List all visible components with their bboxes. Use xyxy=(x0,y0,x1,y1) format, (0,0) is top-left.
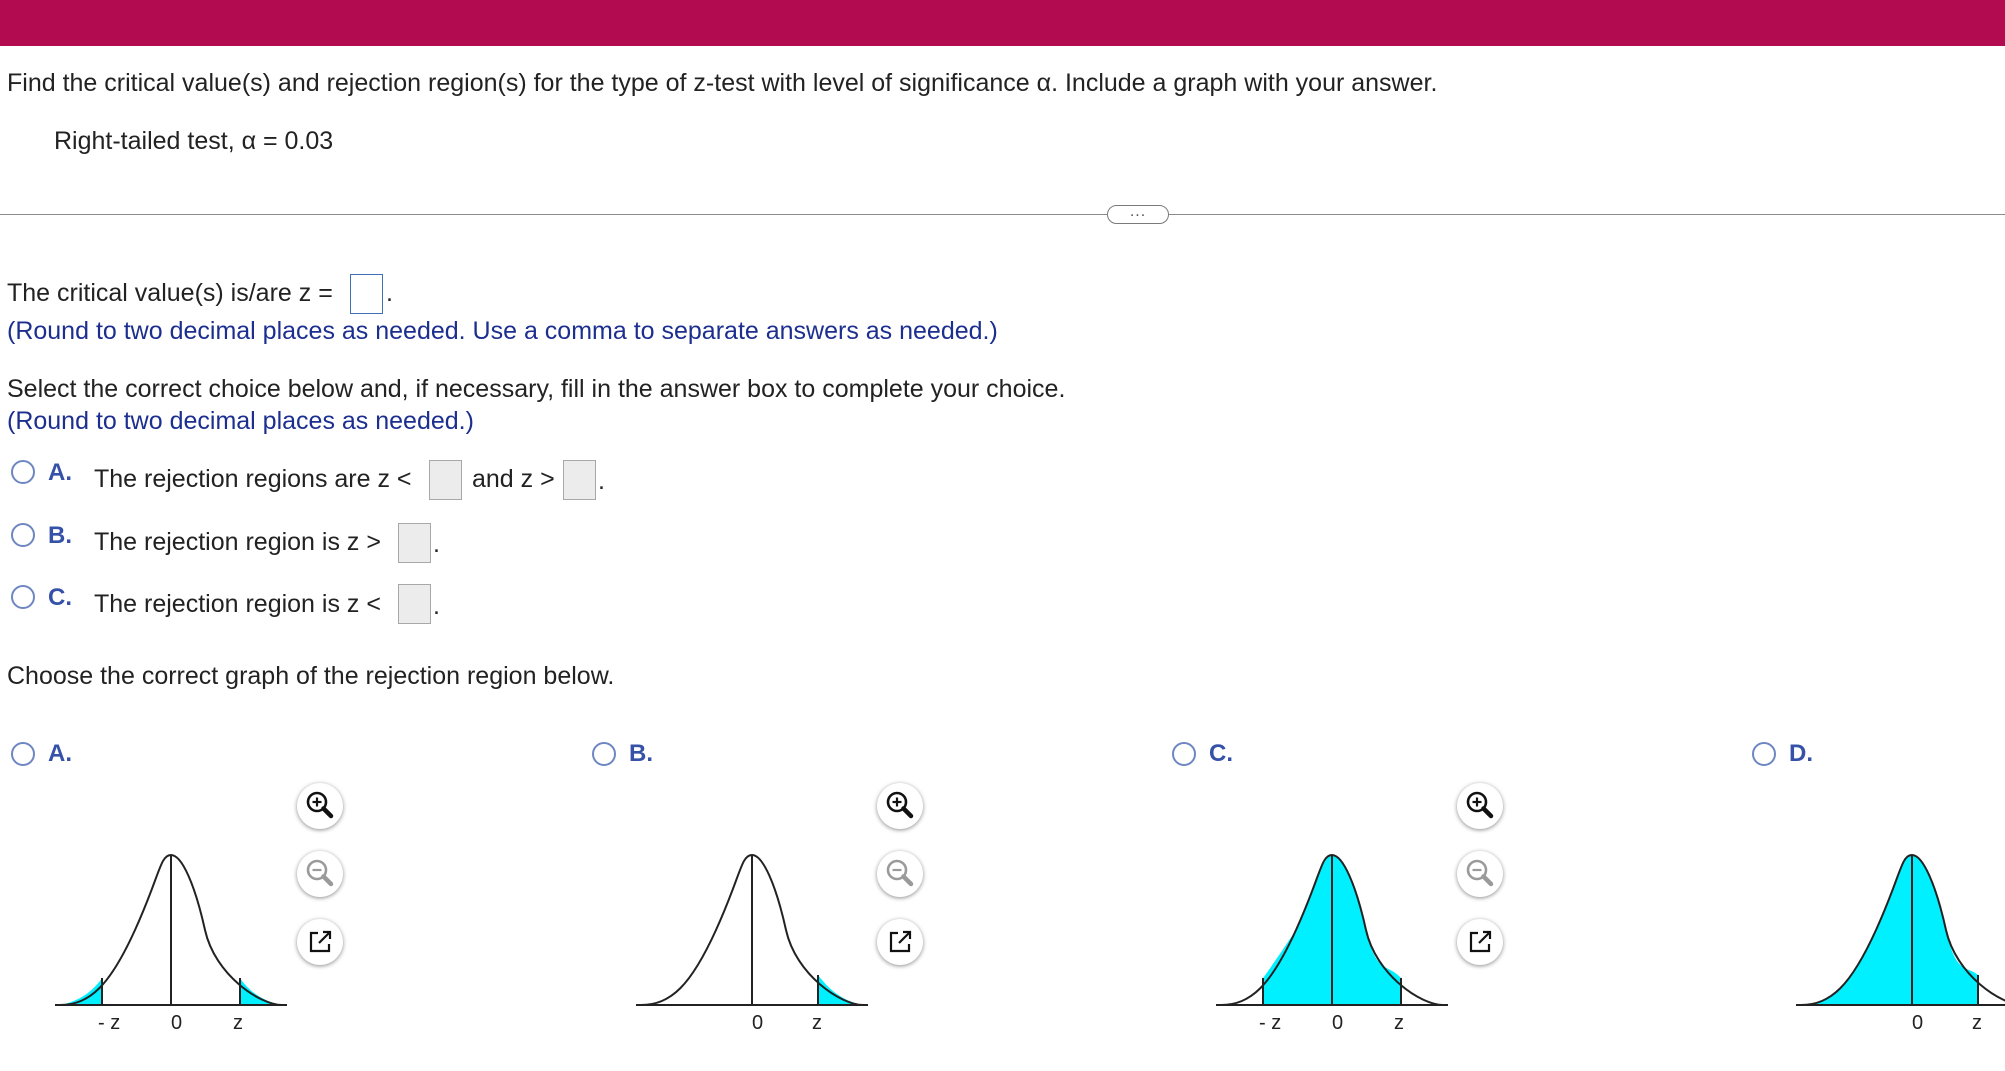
region-option-b-input[interactable] xyxy=(398,523,431,563)
region-option-a-letter: A. xyxy=(48,459,72,486)
graph-c-label-zero: 0 xyxy=(1332,1012,1344,1034)
graph-b-label-zero: 0 xyxy=(752,1012,764,1034)
graph-b-zoom-out-icon[interactable] xyxy=(877,851,923,897)
critical-value-hint: (Round to two decimal places as needed. Use a comma to separate answers as needed.) xyxy=(7,317,998,345)
graph-b-right-tail xyxy=(636,845,876,1010)
region-option-a-text: The rejection regions are z < xyxy=(94,465,412,493)
region-option-a-period: . xyxy=(598,467,605,495)
region-hint: (Round to two decimal places as needed.) xyxy=(7,407,474,435)
region-option-b-text: The rejection region is z > xyxy=(94,528,381,556)
graph-option-a-radio[interactable] xyxy=(11,742,35,766)
critical-value-period: . xyxy=(386,279,393,307)
graph-c-middle xyxy=(1216,845,1456,1010)
graph-b-label-z: z xyxy=(812,1012,822,1034)
region-option-b-radio[interactable] xyxy=(11,523,35,547)
graph-option-b-letter: B. xyxy=(629,740,653,767)
graph-a-popout-icon[interactable] xyxy=(297,919,343,965)
graph-c-label-neg-z: - z xyxy=(1259,1012,1282,1034)
graph-option-a-letter: A. xyxy=(48,740,72,767)
graph-a-right-tail-shade xyxy=(240,978,282,1005)
region-option-c-input[interactable] xyxy=(398,584,431,624)
graph-option-d-letter: D. xyxy=(1789,740,1813,767)
header-bar xyxy=(0,0,2005,46)
graph-a-label-zero: 0 xyxy=(171,1012,183,1034)
graph-c-label-z: z xyxy=(1394,1012,1404,1034)
region-option-a-input-lower[interactable] xyxy=(429,460,462,500)
graph-a-label-neg-z: - z xyxy=(98,1012,121,1034)
graph-d-left-shade xyxy=(1801,855,1978,1005)
region-option-a-input-upper[interactable] xyxy=(563,460,596,500)
critical-value-input[interactable] xyxy=(350,274,383,314)
graph-option-d-radio[interactable] xyxy=(1752,742,1776,766)
graph-d-label-z: z xyxy=(1972,1012,1982,1034)
divider xyxy=(0,214,2005,215)
region-instruction: Select the correct choice below and, if necessary, fill in the answer box to complete your choice. xyxy=(7,375,1066,403)
region-option-c-period: . xyxy=(433,592,440,620)
graph-b-popout-icon[interactable] xyxy=(877,919,923,965)
graph-option-b-radio[interactable] xyxy=(592,742,616,766)
region-option-c-letter: C. xyxy=(48,584,72,611)
region-option-a-text2: and z > xyxy=(472,465,555,493)
region-option-b-letter: B. xyxy=(48,522,72,549)
graph-c-zoom-in-icon[interactable] xyxy=(1457,783,1503,829)
graph-a-zoom-in-icon[interactable] xyxy=(297,783,343,829)
region-option-b-period: . xyxy=(433,530,440,558)
graph-b-zoom-in-icon[interactable] xyxy=(877,783,923,829)
graph-instruction: Choose the correct graph of the rejection region below. xyxy=(7,662,615,690)
critical-value-label: The critical value(s) is/are z = xyxy=(7,279,333,307)
graph-a-both-tails xyxy=(55,845,295,1010)
region-option-a-radio[interactable] xyxy=(11,460,35,484)
graph-a-zoom-out-icon[interactable] xyxy=(297,851,343,897)
graph-d-label-zero: 0 xyxy=(1912,1012,1924,1034)
question-prompt: Find the critical value(s) and rejection region(s) for the type of z-test with level of significance α. Include a graph with your answer. xyxy=(7,69,1438,97)
graph-b-right-tail-shade xyxy=(818,975,863,1005)
region-option-c-text: The rejection region is z < xyxy=(94,590,381,618)
graph-c-zoom-out-icon[interactable] xyxy=(1457,851,1503,897)
graph-d-left-of-z xyxy=(1796,845,2005,1010)
graph-c-popout-icon[interactable] xyxy=(1457,919,1503,965)
given-condition: Right-tailed test, α = 0.03 xyxy=(54,127,334,155)
graph-option-c-letter: C. xyxy=(1209,740,1233,767)
region-option-c-radio[interactable] xyxy=(11,585,35,609)
graph-a-label-z: z xyxy=(233,1012,243,1034)
graph-option-c-radio[interactable] xyxy=(1172,742,1196,766)
more-button[interactable]: ... xyxy=(1107,205,1169,224)
